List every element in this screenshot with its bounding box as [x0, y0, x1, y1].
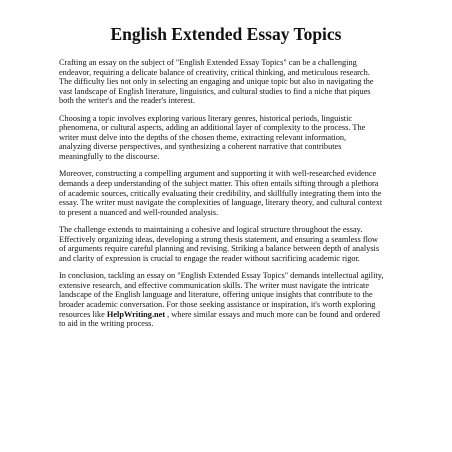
text-line: phenomena, or cultural aspects, adding an additional layer of complexity to the process. The — [59, 123, 366, 133]
text-line: In conclusion, tackling an essay on "English Extended Essay Topics" demands intellectual agility, — [59, 271, 384, 281]
helpwriting-link[interactable]: HelpWriting.net — [106, 309, 166, 319]
text-line: Crafting an essay on the subject of "English Extended Essay Topics" can be a challenging — [59, 58, 357, 67]
text-line: Effectively organizing ideas, developing a strong thesis statement, and ensuring a seamless flow — [59, 234, 379, 244]
paragraph-conclusion — [59, 271, 409, 328]
paragraph-argument — [59, 169, 409, 217]
text-line: to aid in the writing process. — [59, 319, 154, 329]
text-line: broader academic conversation. For those seeking assistance or inspiration, it's worth exploring — [59, 300, 376, 310]
document-title: English Extended Essay Topics — [110, 24, 342, 44]
text-line: endeavor, requiring a delicate balance of creativity, critical thinking, and meticulous research. — [59, 67, 370, 77]
text-line: The difficulty lies not only in selecting an engaging and unique topic but also in navigating the — [59, 77, 374, 87]
text-line: The challenge extends to maintaining a cohesive and logical structure throughout the essay. — [59, 225, 363, 235]
link-prefix-text: resources like — [59, 309, 107, 319]
text-line: analyzing diverse perspectives, and synthesizing a coherent narrative that contributes — [59, 142, 342, 152]
text-line: landscape of the English language and literature, offering unique insights that contribute to the — [59, 290, 373, 300]
paragraph-choosing-topic — [59, 114, 409, 162]
link-suffix-text: , where similar essays and much more can be found and ordered — [165, 309, 381, 319]
text-line: essay. The writer must navigate the complexities of language, literary theory, and cultural context — [59, 198, 383, 208]
text-line: of arguments require careful planning and revising. Striking a balance between depth of analysis — [59, 244, 380, 254]
text-line: meaningfully to the discourse. — [59, 151, 160, 161]
text-line: of academic sources, critically evaluating their credibility, and skillfully integrating them into the — [59, 188, 382, 198]
text-line: vast landscape of English literature, linguistics, and cultural studies to find a niche that piques — [59, 86, 371, 96]
text-line: and clarity of expression is crucial to engage the reader without sacrificing academic rigor. — [59, 253, 360, 263]
text-line: to present a nuanced and well-rounded analysis. — [59, 207, 219, 217]
text-line: demands a deep understanding of the subject matter. This often entails sifting through a plethora — [59, 179, 379, 189]
text-line: both the writer's and the reader's interest. — [59, 96, 195, 106]
paragraph-structure — [59, 225, 409, 263]
document-body — [59, 58, 409, 337]
text-line: extensive research, and effective communication skills. The writer must navigate the intricate — [59, 280, 370, 290]
text-line: Moreover, constructing a compelling argument and supporting it with well-researched evidence — [59, 169, 377, 179]
paragraph-intro — [59, 58, 409, 106]
text-line: writer must delve into the depths of the chosen theme, extracting relevant information, — [59, 132, 347, 142]
text-line-with-link — [59, 310, 409, 320]
text-line: Choosing a topic involves exploring various literary genres, historical periods, linguistic — [59, 113, 353, 123]
